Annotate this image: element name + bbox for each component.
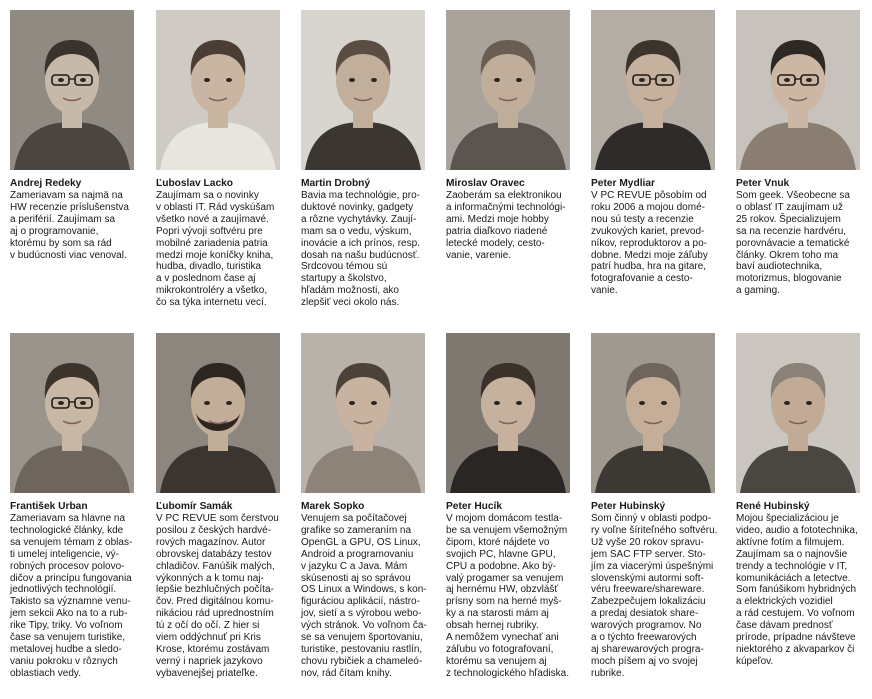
author-name: Andrej Redeky xyxy=(10,178,82,189)
bio-line: posilou z českých hardvé- xyxy=(156,524,272,536)
author-name: Peter Hucík xyxy=(446,501,503,512)
bio-line: zvukových kariet, prevod- xyxy=(591,225,705,237)
bio-line: V PC REVUE som čerstvou xyxy=(156,513,279,524)
bio-line: čo sa týka internetu vecí. xyxy=(156,297,267,309)
bio-line: a gaming. xyxy=(736,285,780,297)
bio-line: Takisto sa významne venu- xyxy=(10,596,131,608)
bio-line: aktívne fotím a filmujem. xyxy=(736,536,845,548)
bio-line: aj sharewarových progra- xyxy=(591,643,704,655)
bio-line: Bavia ma technológie, pro- xyxy=(301,190,420,201)
bio-line: a informačnými technológi- xyxy=(446,201,566,213)
author-name: René Hubinský xyxy=(736,501,810,512)
bio-line: a elektrických vozidiel xyxy=(736,596,833,608)
bio-line: technologické články, kde xyxy=(10,524,124,536)
bio-line: hudba, divadlo, turistika xyxy=(156,261,262,273)
bio-line: tú z očí do očí. Z hier si xyxy=(156,620,260,632)
bio-line: čase dávam prednosť xyxy=(736,620,833,632)
bio-line: a rôzne vychytávky. Zaují- xyxy=(301,213,417,225)
bio-line: články. Okrem toho ma xyxy=(736,249,839,261)
bio-line: duktové novinky, gadgety xyxy=(301,201,414,213)
bio-line: vých stránok. Vo voľnom ča- xyxy=(301,620,427,632)
bio-line: Krose, ktorému zostávam xyxy=(156,643,270,655)
bio-line: medzi moje koníčky kniha, xyxy=(156,249,274,261)
author-photo xyxy=(591,333,715,493)
bio-line: níkov, reproduktorov a po- xyxy=(591,237,707,249)
bio-line: Som činný v oblasti podpo- xyxy=(591,513,712,524)
bio-line: a o týchto freewarových xyxy=(591,632,697,644)
author-bio xyxy=(10,513,144,680)
bio-line: Venujem sa počítačovej xyxy=(301,513,407,524)
author-name: František Urban xyxy=(10,501,88,512)
author-bio xyxy=(301,190,435,309)
bio-line: Zabezpečujem lokalizáciu xyxy=(591,596,706,608)
author-name: Peter Mydliar xyxy=(591,178,655,189)
bio-line: všetko nové a zaujímavé. xyxy=(156,213,269,225)
portrait-photo xyxy=(591,333,715,493)
bio-line: záľubu vo fotografovaní, xyxy=(446,643,554,655)
bio-line: 25 rokov. Špecializujem xyxy=(736,213,841,225)
bio-line: Zameriavam sa najmä na xyxy=(10,190,123,201)
bio-line: trendy a technológie v IT, xyxy=(736,560,848,572)
bio-line: viem oddýchnuť pri Kris xyxy=(156,632,261,644)
portrait-photo xyxy=(736,10,860,170)
portrait-photo xyxy=(736,333,860,493)
bio-line: nikáciou rád uprednostním xyxy=(156,608,274,620)
author-photo xyxy=(301,333,425,493)
author-photo xyxy=(736,333,860,493)
portrait-photo xyxy=(10,333,134,493)
bio-line: V mojom domácom testla- xyxy=(446,513,563,524)
bio-line: fotografovanie a cesto- xyxy=(591,273,693,285)
author-bio xyxy=(156,190,290,309)
author-photo xyxy=(301,10,425,170)
author-bio xyxy=(736,513,870,668)
bio-line: figuráciou aplikácií, nástro- xyxy=(301,596,420,608)
bio-line: mikrokontroléry a všetko, xyxy=(156,285,268,297)
author-name: Ľubomír Samák xyxy=(156,501,233,512)
author-photo xyxy=(591,10,715,170)
author-card xyxy=(446,10,580,261)
author-photo xyxy=(156,333,280,493)
bio-line: be sa venujem všemožným xyxy=(446,524,568,536)
bio-line: Zaujímam sa o novinky xyxy=(156,190,259,201)
author-card xyxy=(156,333,290,680)
bio-line: čov. Pred digitálnou komu- xyxy=(156,596,274,608)
bio-line: chladičov. Fanúšik malých, xyxy=(156,560,275,572)
bio-line: jednotlivých technológií. xyxy=(10,584,117,596)
bio-line: CPU a podobne. Ako bý- xyxy=(446,560,557,572)
bio-line: patrí hudba, hra na gitare, xyxy=(591,261,707,273)
bio-line: jem sekcii Ako na to a rub- xyxy=(10,608,128,620)
portrait-photo xyxy=(591,10,715,170)
bio-line: roku 2006 a mojou domé- xyxy=(591,201,705,213)
bio-line: a predaj desiatok share- xyxy=(591,608,699,620)
bio-line: grafike so zameraním na xyxy=(301,524,412,536)
author-bio xyxy=(156,513,290,680)
bio-line: zlepšiť veci okolo nás. xyxy=(301,297,400,309)
bio-line: lepšie bezhlučných počíta- xyxy=(156,584,274,596)
bio-line: rubrike. xyxy=(591,667,625,679)
portrait-photo xyxy=(301,10,425,170)
author-card xyxy=(446,333,580,680)
bio-line: výkonných a k tomu naj- xyxy=(156,572,264,584)
portrait-photo xyxy=(446,333,570,493)
author-name: Martin Drobný xyxy=(301,178,371,189)
portrait-photo xyxy=(156,333,280,493)
author-photo xyxy=(446,10,570,170)
bio-line: Srdcovou témou sú xyxy=(301,261,388,273)
bio-line: v budúcnosti viac venoval. xyxy=(10,249,127,261)
bio-line: dosah na našu budúcnosť. xyxy=(301,249,420,261)
bio-line: V PC REVUE pôsobím od xyxy=(591,190,707,201)
author-bio xyxy=(301,513,435,680)
author-photo xyxy=(10,333,134,493)
author-card xyxy=(736,333,870,668)
bio-line: komunikáciách a letectve. xyxy=(736,572,851,584)
bio-line: véru freeware/shareware. xyxy=(591,584,705,596)
author-card xyxy=(301,333,435,680)
bio-line: aj hernému HW, obzvlášť xyxy=(446,584,559,596)
bio-line: vaniu pokroku v rôznych xyxy=(10,655,118,667)
author-photo xyxy=(10,10,134,170)
bio-line: video, audio a fototechnika, xyxy=(736,524,858,536)
bio-line: ktorému by som sa rád xyxy=(10,237,112,249)
author-card xyxy=(156,10,290,309)
bio-line: a rád cestujem. Vo voľnom xyxy=(736,608,855,620)
portrait-photo xyxy=(10,10,134,170)
author-name: Marek Sopko xyxy=(301,501,365,512)
bio-line: warových programov. No xyxy=(591,620,702,632)
bio-line: letecké modely, cesto- xyxy=(446,237,545,249)
author-bio xyxy=(736,190,870,297)
author-name: Peter Hubinský xyxy=(591,501,666,512)
bio-line: sa na recenzie hardvéru, xyxy=(736,225,847,237)
bio-line: motorizmus, blogovanie xyxy=(736,273,842,285)
author-bio xyxy=(10,190,144,261)
bio-line: A nemôžem vynechať ani xyxy=(446,632,559,644)
bio-line: nou sú testy a recenzie xyxy=(591,213,694,225)
bio-line: Zaujímam sa o najnovšie xyxy=(736,548,848,560)
author-photo xyxy=(156,10,280,170)
bio-line: vanie, varenie. xyxy=(446,249,512,261)
bio-line: Som geek. Všeobecne sa xyxy=(736,190,850,201)
bio-line: Popri vývoji softvéru pre xyxy=(156,225,263,237)
bio-line: ky a na starosti mám aj xyxy=(446,608,549,620)
bio-line: valý progamer sa venujem xyxy=(446,572,564,584)
bio-line: nov, rád čítam knihy. xyxy=(301,667,392,679)
author-card xyxy=(301,10,435,309)
bio-line: aj o programovanie, xyxy=(10,225,99,237)
author-bio xyxy=(446,190,580,261)
bio-line: vybavenejšej priateľke. xyxy=(156,667,258,679)
bio-line: Mojou špecializáciou je xyxy=(736,513,839,524)
author-photo xyxy=(446,333,570,493)
bio-line: a periférií. Zaujímam sa xyxy=(10,213,116,225)
bio-line: ktorému sa venujem aj xyxy=(446,655,547,667)
bio-line: slovenskými autormi soft- xyxy=(591,572,704,584)
portrait-photo xyxy=(301,333,425,493)
bio-line: v jazyku C a Java. Mám xyxy=(301,560,408,572)
bio-line: turistike, pestovaniu rastlín, xyxy=(301,643,423,655)
author-card xyxy=(591,10,725,297)
bio-line: HW recenzie príslušenstva xyxy=(10,201,129,213)
author-photo xyxy=(736,10,860,170)
bio-line: Android a programovaniu xyxy=(301,548,414,560)
author-bio xyxy=(591,513,725,680)
bio-line: OS Linux a Windows, s kon- xyxy=(301,584,427,596)
bio-line: obrovskej databázy testov xyxy=(156,548,272,560)
bio-line: dičov a princípu fungovania xyxy=(10,572,132,584)
bio-line: v oblasti IT. Rád vyskúšam xyxy=(156,201,275,213)
bio-line: čase sa venujem turistike, xyxy=(10,632,126,644)
bio-line: baví audiotechnika, xyxy=(736,261,823,273)
bio-line: oblastiach vedy. xyxy=(10,667,81,679)
bio-line: z technologického hľadiska. xyxy=(446,667,569,679)
bio-line: sa venujem témam z oblas- xyxy=(10,536,133,548)
bio-line: vanie. xyxy=(591,285,618,297)
portrait-photo xyxy=(446,10,570,170)
author-name: Ľuboslav Lacko xyxy=(156,178,233,189)
bio-line: OpenGL a GPU, OS Linux, xyxy=(301,536,421,548)
author-name: Miroslav Oravec xyxy=(446,178,525,189)
bio-line: a v poslednom čase aj xyxy=(156,273,256,285)
bio-line: Zameriavam sa hlavne na xyxy=(10,513,126,524)
bio-line: chovu rybičiek a chameleó- xyxy=(301,655,423,667)
bio-line: patria diaľkovo riadené xyxy=(446,225,548,237)
bio-line: rových magazínov. Autor xyxy=(156,536,266,548)
author-card xyxy=(736,10,870,297)
bio-line: rike Tipy, triky. Vo voľnom xyxy=(10,620,123,632)
bio-line: prísny som na herné myš- xyxy=(446,596,562,608)
bio-line: Už vyše 20 rokov spravu- xyxy=(591,536,704,548)
bio-line: jím za viacerými úspešnými xyxy=(591,560,714,572)
bio-line: niektorého z akvaparkov či xyxy=(736,643,855,655)
bio-line: metalovej hudbe a sledo- xyxy=(10,643,122,655)
bio-line: ti umelej inteligencie, vý- xyxy=(10,548,119,560)
bio-line: hľadám možnosti, ako xyxy=(301,285,399,297)
bio-line: se sa venujem športovaniu, xyxy=(301,632,423,644)
bio-line: skúsenosti aj so správou xyxy=(301,572,411,584)
bio-line: Som fanúšikom hybridných xyxy=(736,584,857,596)
bio-line: jem SAC FTP server. Sto- xyxy=(591,548,706,560)
author-card xyxy=(10,333,144,680)
author-card xyxy=(10,10,144,261)
portrait-photo xyxy=(156,10,280,170)
bio-line: robných procesov polovo- xyxy=(10,560,125,572)
bio-line: obsah hernej rubriky. xyxy=(446,620,539,632)
bio-line: Zaoberám sa elektronikou xyxy=(446,190,562,201)
bio-line: moch píšem aj vo svojej xyxy=(591,655,698,667)
bio-line: o oblasť IT zaujímam už xyxy=(736,201,843,213)
bio-line: dobne. Medzi moje záľuby xyxy=(591,249,708,261)
bio-line: startupy a školstvo, xyxy=(301,273,387,285)
bio-line: mam sa o vedu, výskum, xyxy=(301,225,412,237)
author-name: Peter Vnuk xyxy=(736,178,790,189)
author-bio xyxy=(446,513,580,680)
bio-line: čipom, ktoré nájdete vo xyxy=(446,536,550,548)
bio-line: ry voľne šíriteľného softvéru. xyxy=(591,524,718,536)
bio-line: verný i napriek jazykovo xyxy=(156,655,263,667)
bio-line: ami. Medzi moje hobby xyxy=(446,213,549,225)
bio-line: jov, sietí a s výrobou webo- xyxy=(301,608,422,620)
bio-line: svojich PC, hlavne GPU, xyxy=(446,548,556,560)
bio-line: mobilné zariadenia patria xyxy=(156,237,268,249)
author-bio xyxy=(591,190,725,297)
author-card xyxy=(591,333,725,680)
bio-line: porovnávacie a tematické xyxy=(736,237,850,249)
bio-line: prírode, prípadne návšteve xyxy=(736,632,856,644)
bio-line: inovácie a ich prínos, resp. xyxy=(301,237,420,249)
bio-line: kúpeľov. xyxy=(736,655,774,667)
